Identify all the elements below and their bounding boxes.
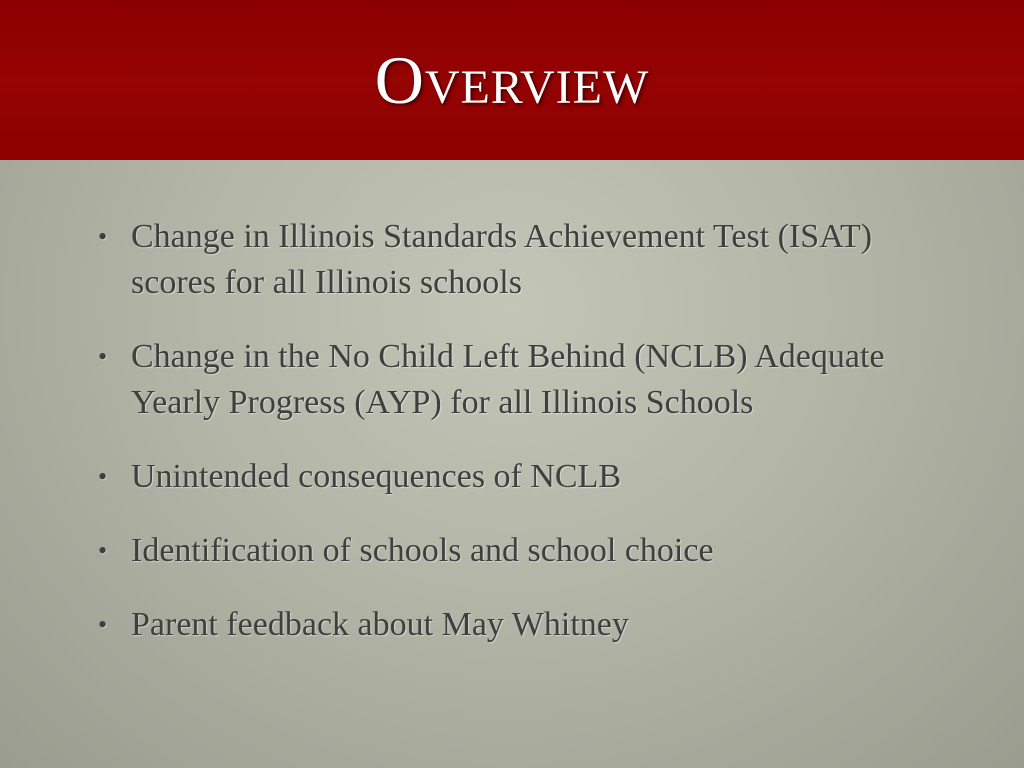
bullet-text: Change in Illinois Standards Achievement Test (ISAT) scores for all Illinois schools (131, 218, 873, 301)
bullet-text: Unintended consequences of NCLB (131, 458, 622, 495)
title-band (0, 0, 1024, 160)
bullet-icon: • (98, 462, 108, 491)
bullet-item (98, 454, 928, 500)
bullet-item (98, 528, 928, 574)
bullet-text: Change in the No Child Left Behind (NCLB) Adequate Yearly Progress (AYP) for all Illinois Schools (131, 338, 885, 421)
bullet-icon: • (98, 536, 108, 565)
bullet-item (98, 214, 928, 306)
bullet-icon: • (98, 342, 108, 371)
bullet-item (98, 334, 928, 426)
bullet-list (98, 214, 928, 676)
bullet-icon: • (98, 610, 108, 639)
bullet-item (98, 602, 928, 648)
slide-title: Overview (374, 42, 650, 118)
bullet-text: Identification of schools and school choice (131, 532, 714, 569)
bullet-icon: • (98, 222, 108, 251)
bullet-text: Parent feedback about May Whitney (131, 606, 629, 643)
